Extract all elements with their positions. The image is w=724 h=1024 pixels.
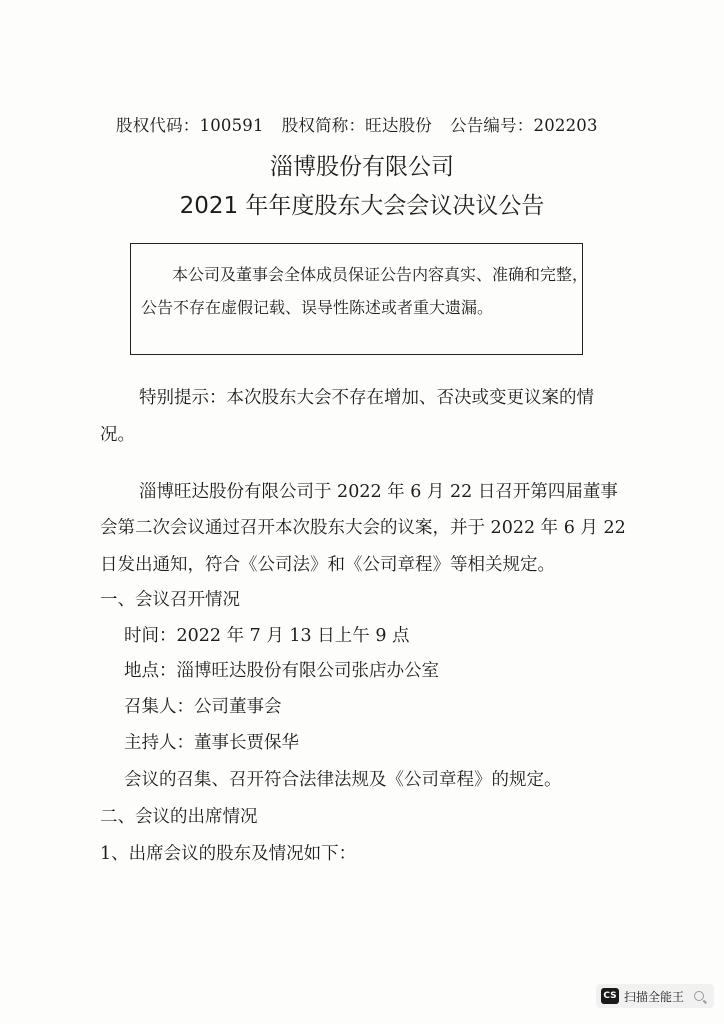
stock-name: 股权简称：旺达股份 [281,116,432,135]
attendance-item-1: 1、出席会议的股东及情况如下： [100,844,357,864]
announcement-title: 2021 年年度股东大会会议决议公告 [179,193,545,219]
special-tip-line-1: 特别提示：本次股东大会不存在增加、否决或变更议案的情 [139,388,594,408]
intro-line-2: 会第二次会议通过召开本次股东大会的议案，并于 2022 年 6 月 22 [100,518,626,538]
meeting-time: 时间：2022 年 7 月 13 日上午 9 点 [124,626,410,646]
search-icon [694,991,704,1001]
meeting-convener: 召集人：公司董事会 [124,697,282,717]
intro-line-3: 日发出通知，符合《公司法》和《公司章程》等相关规定。 [100,555,555,575]
watermark-text: 扫描全能王 [624,989,685,1004]
announcement-header [116,112,598,136]
stock-code: 股权代码：100591 [116,116,264,135]
declaration-box [130,243,589,355]
section-2-heading: 二、会议的出席情况 [100,807,258,827]
declaration-line-1: 本公司及董事会全体成员保证公告内容真实、准确和完整， [172,265,589,284]
declaration-line-2: 公告不存在虚假记载、误导性陈述或者重大遗漏。 [141,298,494,317]
special-tip-line-2: 况。 [100,425,135,445]
company-title: 淄博股份有限公司 [270,154,454,180]
section-1-heading: 一、会议召开情况 [100,590,240,610]
meeting-host: 主持人：董事长贾保华 [124,733,299,753]
meeting-compliance: 会议的召集、召开符合法律法规及《公司章程》的规定。 [124,770,562,790]
meeting-place: 地点：淄博旺达股份有限公司张店办公室 [124,661,439,681]
notice-number: 公告编号：202203 [450,116,598,135]
camscanner-logo-icon: CS [601,988,619,1004]
intro-line-1: 淄博旺达股份有限公司于 2022 年 6 月 22 日召开第四届董事 [139,482,618,502]
scanner-watermark [596,984,714,1008]
